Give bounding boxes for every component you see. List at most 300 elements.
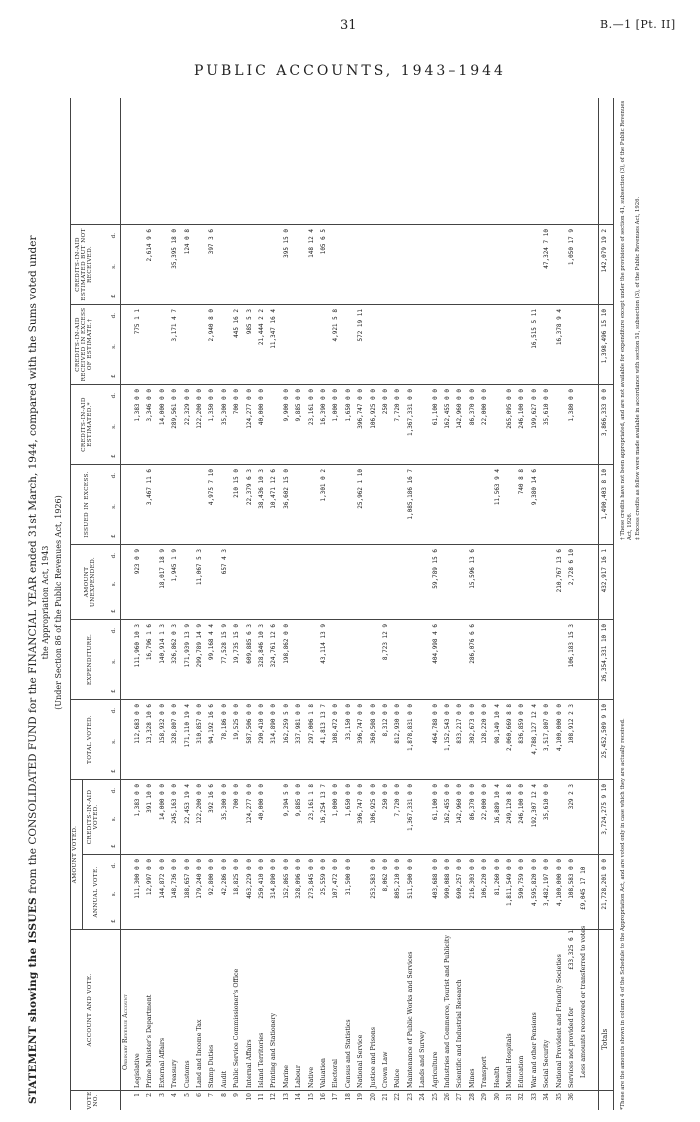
cell-est: 35,610 0 0 [543,389,551,426]
cell-recv: 572 19 11 [357,309,365,342]
cell-recv: 2,940 8 0 [208,309,216,342]
cell-notrecv: 124 0 8 [183,229,191,255]
table-row [370,98,380,1110]
cell-exp: 609,885 6 3 [245,624,253,664]
footnote-star: *These are the amounts shown in column 4 of the Schedule to the Appropriation Act, and are voted only in case which they are actually received. [620,718,626,1110]
account-name: Treasury [171,1059,179,1088]
cell-exp: 299,789 14 9 [196,624,203,668]
cell-notrecv: 395 15 0 [282,229,290,258]
cell-credit: 122,200 0 0 [196,784,203,824]
account-name: National Service [357,1034,365,1088]
account-name: Agriculture [431,1051,439,1088]
cell-est: 3,346 0 0 [146,389,154,422]
cell-credit: 40,000 0 0 [258,784,265,821]
cell-total: 2,060,669 8 8 [506,704,513,751]
cell-total: 33,150 0 0 [344,704,352,741]
cell-recv: 21,444 2 2 [258,309,265,346]
vote-number: 7 [208,1093,216,1097]
totals-row [601,98,611,1110]
cell-excess: 1,301 0 2 [320,469,327,502]
table-row [444,98,454,1110]
table-row [432,98,442,1110]
table-row [357,98,367,1110]
vote-number: 15 [307,1093,315,1101]
table-bottom-rule [613,98,614,1110]
table-row [196,98,206,1110]
unit-label: s. [111,424,117,429]
unit-label: £ [111,769,117,773]
unit-label: d. [111,708,117,714]
vote-no-header: VOTE NO. [87,1091,99,1110]
vote-number: 25 [431,1093,439,1101]
cell-est: 1,380 0 0 [568,389,575,422]
cell-annual: 111,300 0 0 [134,859,141,899]
cell-unexp: 2,728 6 10 [568,549,575,586]
cell-excess: 22,379 6 3 [245,469,253,506]
cell-total: 310,857 0 0 [196,704,203,744]
cell-total: 128,220 0 0 [481,704,489,744]
cell-est: 122,200 0 0 [196,389,203,429]
credits-estimated-header: CREDITS-IN-AID ESTIMATED.* [81,397,93,452]
cell-total: 297,006 1 8 [307,704,315,744]
cell-exp: 171,939 13 9 [183,624,191,668]
cell-est: 106,925 0 0 [369,389,377,429]
cell-recv: 4,921 5 8 [332,309,340,342]
table-row [345,98,355,1110]
units-row [112,628,118,693]
table-total-rule [598,98,599,1110]
cell-notrecv: 148 12 4 [307,229,315,258]
cell-annual: 273,845 0 0 [307,859,315,899]
account-name: Legislative [134,1053,141,1088]
cell-credit: 1,367,331 0 0 [406,784,414,831]
account-name: War and other Pensions [530,1012,538,1088]
account-name: Scientific and Industrial Research [456,979,464,1088]
table-row [221,98,231,1110]
account-name: Valuation [320,1058,327,1088]
table-row [171,98,181,1110]
cell-credit: 16,254 13 7 [320,784,327,824]
totals-label: Totals [601,1028,609,1050]
cell-credit: 22,000 0 0 [481,784,489,821]
cell-credit: 1,383 0 0 [134,784,141,817]
cell-total: 158,932 0 0 [158,704,166,744]
cell-annual: 152,865 0 0 [282,859,290,899]
total-unexpended: 432,917 16 1 [601,549,608,593]
cell-recv: 445 16 2 [233,309,241,338]
vote-number: 20 [369,1093,377,1101]
unit-label: d. [111,233,117,239]
page-reference: B.—1 [Pt. II] [600,18,676,31]
cell-credit: 23,161 1 8 [307,784,315,821]
vote-number: 27 [456,1093,464,1101]
cell-credit: 392 16 6 [208,784,216,813]
vote-number: 34 [543,1093,551,1101]
cell-est: 124,277 0 0 [245,389,253,429]
credits-voted-header: CREDITS-IN-AID VOTED. [87,789,99,845]
issues-table [70,98,660,1110]
statement-act-reference: (Under Section 86 of the Public Revenues Act, 1926) [54,495,63,710]
cell-credit: 35,300 0 0 [220,784,228,821]
table-row [208,98,218,1110]
account-name: Social Security [543,1039,551,1088]
cell-est: 289,561 0 0 [171,389,179,429]
cell-excess: 3,467 11 6 [146,469,154,506]
cell-credit: 1,650 0 0 [344,784,352,817]
cell-unexp: 18,017 18 9 [158,549,166,589]
cell-est: 1,383 0 0 [134,389,141,422]
statement-heading-rest: from the CONSOLIDATED FUND for the FINANCIAL YEAR ended 31st March, 1944, compared with the Sums voted under [27,235,39,894]
cell-total: 3,517,807 0 0 [543,704,551,751]
vote-number: 18 [344,1093,352,1101]
statement-heading [28,99,41,1104]
cell-annual: 511,500 0 0 [406,859,414,899]
table-row [543,98,553,1110]
cell-total: 8,312 0 0 [382,704,389,737]
section-heading-row [122,98,132,1110]
cell-credit: 329 2 3 [568,784,575,810]
cell-annual: 8,062 0 0 [382,859,389,892]
cell-total: 314,890 0 0 [270,704,278,744]
cell-credit: 124,277 0 0 [245,784,253,824]
cell-recv: 3,171 4 7 [171,309,179,342]
footnote-excess: ‡ Excess credits as follow were made available in accordance with section 51, subsection (3), of the Public Revenues Act, 1926. [635,196,641,540]
account-name: Audit [220,1070,228,1088]
cell-annual: 12,997 0 0 [146,859,154,896]
table-row [270,98,280,1110]
cell-est: 1,350 0 0 [208,389,216,422]
units-row [112,313,118,378]
unit-label: d. [111,788,117,794]
cell-total: 94,192 16 6 [208,704,216,744]
cell-total: 833,217 0 0 [456,704,464,744]
table-row [518,98,528,1110]
account-name: Native [307,1066,315,1088]
cell-credit: 396,747 0 0 [357,784,365,824]
vote-number: 13 [282,1093,290,1101]
cell-annual: 4,595,820 0 0 [530,859,538,906]
cell-total: 1,878,831 0 0 [406,704,414,751]
cell-total: 108,472 0 0 [332,704,340,744]
cell-credit: 162,455 0 0 [444,784,451,824]
total-credits-not-received: 142,079 19 2 [601,229,608,273]
cell-est: 250 0 0 [382,389,389,415]
cell-credit: 14,000 0 0 [158,784,166,821]
cell-credit: 7,720 0 0 [394,784,402,817]
account-name: Census and Statistics [344,1019,352,1088]
vote-number: 31 [506,1093,513,1101]
cell-credit: 16,889 10 4 [493,784,501,824]
cell-credit: 35,610 0 0 [543,784,551,821]
account-name: Health [493,1066,501,1088]
cell-unexp: 11,067 5 3 [196,549,203,586]
unit-label: £ [111,844,117,848]
vote-number: 8 [220,1093,228,1097]
cell-credit: 250 0 0 [382,784,389,810]
vote-number: 11 [258,1093,265,1101]
units-row [112,788,118,848]
unit-label: £ [111,919,117,923]
vote-number: 9 [233,1093,241,1097]
cell-excess: 36,602 15 0 [282,469,290,509]
units-row [112,393,118,458]
vote-number: 16 [320,1093,327,1101]
cell-exp: 286,076 6 6 [468,624,476,664]
cell-total: 19,525 0 0 [233,704,241,741]
account-name: Stamp Duties [208,1044,216,1088]
less-label: Less amounts recovered or transferred to votes [580,925,588,1078]
vote-number: 6 [196,1093,203,1097]
unit-label: s. [111,581,117,587]
account-name: Education [518,1055,526,1088]
cell-total: 302,673 0 0 [468,704,476,744]
credits-received-header: CREDITS-IN-AID RECEIVED IN EXCESS OF ESTIMATE.† [75,307,93,382]
cell-credit: 192,307 12 4 [530,784,538,828]
account-name: National Provident and Friendly Societies [555,954,563,1088]
cell-total: 78,186 0 0 [220,704,228,741]
cell-exp: 99,168 4 4 [208,624,216,661]
cell-notrecv: 47,324 7 10 [543,229,551,269]
cell-est: 1,000 0 0 [332,389,340,422]
cell-credit: 106,925 0 0 [369,784,377,824]
cell-annual: 990,088 0 0 [444,859,451,899]
cell-unexp: 657 4 3 [220,549,228,575]
cell-annual: 216,303 0 0 [468,859,476,899]
account-name: Justice and Prisons [369,1026,377,1088]
account-name: Police [394,1068,402,1088]
cell-total: 337,981 0 0 [295,704,303,744]
account-name: Industries and Commerce, Tourist and Publicity [444,935,451,1088]
vote-number: 14 [295,1093,303,1101]
cell-est: 162,455 0 0 [444,389,451,429]
unit-label: d. [111,473,117,479]
table-row [394,98,404,1110]
unit-label: £ [111,534,117,538]
cell-annual: 590,759 0 0 [518,859,526,899]
vote-number: 28 [468,1093,476,1101]
cell-credit: 9,885 0 0 [295,784,303,817]
cell-excess: 740 8 8 [518,469,526,495]
cell-notrecv: 2,614 9 6 [146,229,154,262]
cell-est: 16,390 0 0 [320,389,327,426]
cell-exp: 198,862 0 0 [282,624,290,664]
amount-voted-rule [82,780,83,930]
table-row [568,98,578,1110]
vote-number: 26 [444,1093,451,1101]
vote-number: 30 [493,1093,501,1101]
cell-annual: 250,410 0 0 [258,859,265,899]
cell-excess: 25,962 1 10 [357,469,365,509]
cell-excess: 9,380 14 6 [530,469,538,506]
cell-credit: 245,163 0 0 [171,784,179,824]
table-row [494,98,504,1110]
expenditure-header: EXPENDITURE. [87,633,93,686]
account-name: Lands and Survey [419,1030,427,1088]
cell-annual: 179,240 0 0 [196,859,203,899]
cell-est: 9,900 0 0 [282,389,290,422]
unit-label: s. [111,739,117,744]
cell-recv: 985 5 3 [245,309,253,335]
table-top-rule [70,98,71,1110]
account-name: Land and Income Tax [196,1019,203,1088]
cell-annual: 18,825 0 0 [233,859,241,896]
cell-annual: 107,472 0 0 [332,859,340,899]
cell-total: 836,859 0 0 [518,704,526,744]
cell-annual: 188,657 0 0 [183,859,191,899]
unit-label: d. [111,553,117,559]
cell-credit: 391 10 0 [146,784,154,813]
vote-number: 23 [406,1093,414,1101]
vote-number: 1 [134,1093,141,1097]
cell-credit: 86,370 0 0 [468,784,476,821]
cell-exp: 140,914 1 3 [158,624,166,664]
table-row [320,98,330,1110]
cell-est: 35,300 0 0 [220,389,228,426]
cell-notrecv: 35,395 18 0 [171,229,179,269]
cell-total: 360,508 0 0 [369,704,377,744]
cell-total: 112,683 0 0 [134,704,141,744]
cell-credit: 9,394 5 0 [282,784,290,817]
cell-est: 22,000 0 0 [481,389,489,426]
cell-notrecv: 1,050 17 9 [568,229,575,266]
cell-total: 812,930 0 0 [394,704,402,744]
unit-label: £ [111,294,117,298]
account-name: Maintenance of Public Works and Services [406,951,414,1088]
table-row [159,98,169,1110]
cell-credit: 700 0 0 [233,784,241,810]
cell-est: 199,627 0 0 [530,389,538,429]
cell-excess: 11,563 9 4 [493,469,501,506]
cell-exp: 324,761 12 6 [270,624,278,668]
annual-vote-header: ANNUAL VOTE. [93,866,99,918]
cell-annual: 328,096 0 0 [295,859,303,899]
total-voted-header: TOTAL VOTED. [87,715,93,764]
cell-est: 61,100 0 0 [431,389,439,426]
cell-total: 290,410 0 0 [258,704,265,744]
cell-total: 4,100,000 0 0 [555,704,563,751]
cell-annual: 314,890 0 0 [270,859,278,899]
cell-annual: 690,257 0 0 [456,859,464,899]
account-name: Public Service Commissioner's Office [233,968,241,1088]
cell-est: 22,329 0 0 [183,389,191,426]
unit-label: d. [111,628,117,634]
cell-annual: 106,220 0 0 [481,859,489,899]
cell-annual: 805,210 0 0 [394,859,402,899]
vote-number: 4 [171,1093,179,1097]
page-number: 31 [340,18,357,33]
account-name: Island Territories [258,1032,265,1088]
cell-annual: 108,583 0 0 [568,859,575,899]
cell-credit: 142,960 0 0 [456,784,464,824]
account-name: Marine [282,1064,290,1088]
cell-exp: 328,846 10 3 [258,624,265,668]
table-row [407,98,417,1110]
unit-label: s. [111,816,117,822]
cell-credit: 61,100 0 0 [431,784,439,821]
unit-label: £ [111,374,117,378]
cell-annual: 31,500 0 0 [344,859,352,896]
table-row [134,98,144,1110]
cell-exp: 8,723 12 9 [382,624,389,661]
account-name: Mental Hospitals [506,1033,513,1088]
cell-excess: 1,085,186 16 7 [406,469,414,520]
total-expenditure: 26,354,331 10 10 [601,624,608,682]
cell-credit: 246,100 0 0 [518,784,526,824]
account-name: Labour [295,1065,303,1088]
cell-credit: 1,000 0 0 [332,784,340,817]
vote-number: 19 [357,1093,365,1101]
cell-est: 14,000 0 0 [158,389,166,426]
cell-recv: 11,347 16 4 [270,309,278,349]
table-row [469,98,479,1110]
cell-est: 1,650 0 0 [344,389,352,422]
credits-not-received-header: CREDITS-IN-AID ESTIMATED BUT NOT RECEIVED. [75,228,93,301]
vote-number: 33 [530,1093,538,1101]
cell-est: 23,161 0 0 [307,389,315,426]
vote-number: 10 [245,1093,253,1101]
section-heading: Ordinary Revenue Account [122,994,129,1070]
cell-recv: 775 1 1 [134,309,141,335]
cell-total: 328,807 0 0 [171,704,179,744]
cell-annual: 253,583 0 0 [369,859,377,899]
table-row [419,98,429,1110]
table-row [332,98,342,1110]
total-issued-excess: 1,490,403 8 10 [601,469,608,520]
cell-notrecv: 397 3 6 [208,229,216,255]
account-name: Internal Affairs [245,1039,253,1088]
cell-exp: 43,114 13 9 [320,624,327,664]
vote-number: 17 [332,1093,340,1101]
cell-unexp: 15,596 13 6 [468,549,476,589]
cell-unexp: 1,945 1 9 [171,549,179,582]
vote-number: 21 [382,1093,389,1101]
units-row [112,473,118,538]
total-credits-voted: 3,724,275 9 10 [601,784,608,835]
less-row [580,98,590,1110]
table-header-rule [120,98,121,1110]
table-row [481,98,491,1110]
cell-recv: 16,515 5 11 [530,309,538,349]
total-annual-vote: 21,728,201 0 0 [601,859,608,910]
cell-credit: 22,453 19 4 [183,784,191,824]
table-row [531,98,541,1110]
unit-label: d. [111,393,117,399]
cell-est: 396,747 0 0 [357,389,365,429]
cell-exp: 111,960 10 3 [134,624,141,668]
cell-total: 1,152,543 0 0 [444,704,451,751]
cell-exp: 77,528 15 9 [220,624,228,664]
cell-excess: 4,975 7 10 [208,469,216,506]
cell-exp: 326,862 0 3 [171,624,179,664]
cell-recv: 16,378 9 4 [555,309,563,346]
table-row [556,98,566,1110]
account-name: Electoral [332,1059,340,1088]
page-title: PUBLIC ACCOUNTS, 1943–1944 [194,63,506,79]
table-row [456,98,466,1110]
cell-unexp: 59,789 15 6 [431,549,439,589]
cell-total: 171,110 19 4 [183,704,191,748]
unit-label: s. [111,504,117,509]
table-row [258,98,268,1110]
cell-total: 98,149 10 4 [493,704,501,744]
table-row [506,98,516,1110]
unit-label: s. [111,891,117,897]
less-amount: £9,045 17 10 [580,866,588,910]
vote-number: 5 [183,1093,191,1097]
table-row [382,98,392,1110]
cell-annual: 3,482,197 0 0 [543,859,551,906]
cell-annual: 144,872 0 0 [158,859,166,899]
